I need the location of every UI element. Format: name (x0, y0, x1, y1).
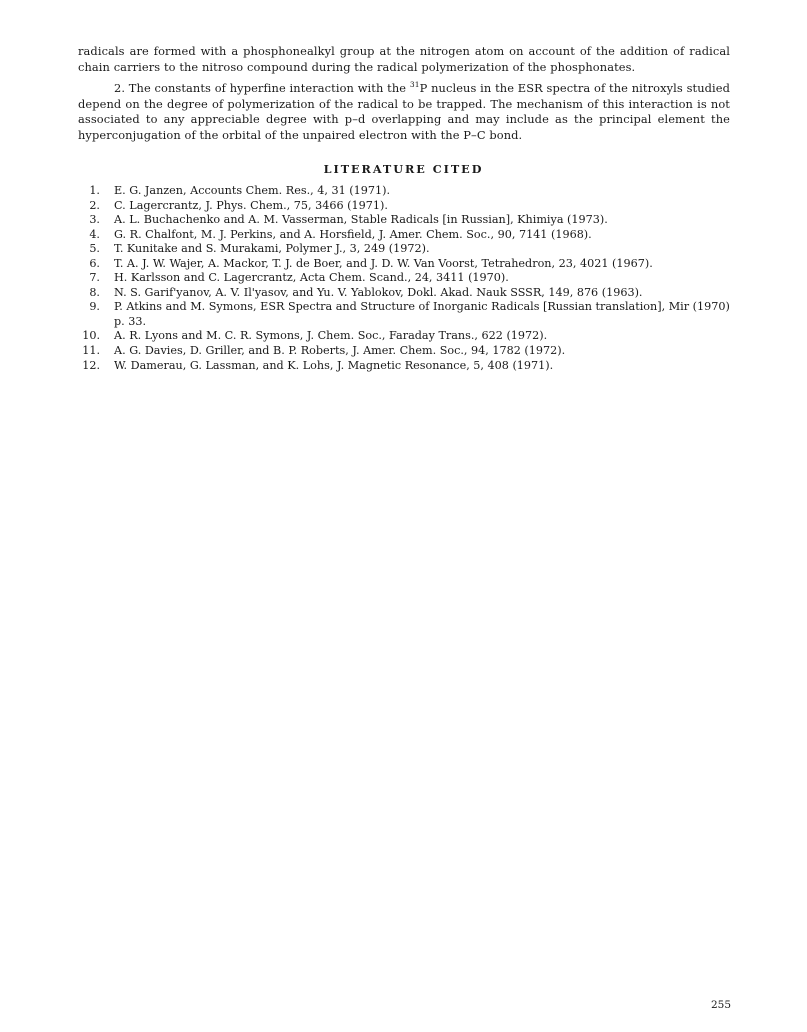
reference-text: G. R. Chalfont, M. J. Perkins, and A. Horsfield, J. Amer. Chem. Soc., 90, 7141 (1968). (114, 227, 592, 241)
reference-item (78, 184, 730, 199)
reference-number: 2. (89, 198, 100, 212)
paragraph-2-text-start: 2. The constants of hyperfine interaction with the (114, 81, 410, 95)
page-number: 255 (711, 999, 732, 1011)
reference-number: 12. (82, 358, 100, 372)
reference-number: 3. (89, 213, 100, 227)
reference-text: C. Lagercrantz, J. Phys. Chem., 75, 3466 (1971). (114, 198, 388, 212)
reference-item (78, 329, 730, 344)
references-heading: LITERATURE CITED (323, 162, 484, 176)
reference-item (78, 344, 730, 359)
reference-number: 8. (89, 285, 100, 299)
reference-text: A. R. Lyons and M. C. R. Symons, J. Chem. Soc., Faraday Trans., 622 (1972). (114, 329, 548, 343)
isotope-superscript: 31 (409, 80, 420, 90)
reference-text: A. L. Buchachenko and A. M. Vasserman, Stable Radicals [in Russian], Khimiya (1973). (114, 213, 608, 227)
reference-text: A. G. Davies, D. Griller, and B. P. Roberts, J. Amer. Chem. Soc., 94, 1782 (1972). (114, 344, 566, 358)
reference-text: H. Karlsson and C. Lagercrantz, Acta Chem. Scand., 24, 3411 (1970). (114, 271, 509, 285)
reference-text: N. S. Garif'yanov, A. V. Il'yasov, and Yu. V. Yablokov, Dokl. Akad. Nauk SSSR, 149, 876 (1963). (114, 285, 643, 299)
body-paragraph-2 (78, 81, 730, 143)
reference-text: W. Damerau, G. Lassman, and K. Lohs, J. Magnetic Resonance, 5, 408 (1971). (114, 358, 554, 372)
reference-text: P. Atkins and M. Symons, ESR Spectra and Structure of Inorganic Radicals [Russian translation], Mir (1970) p. 33. (114, 300, 730, 328)
reference-number: 1. (89, 184, 100, 197)
reference-item (78, 359, 730, 374)
reference-item (78, 228, 730, 243)
reference-number: 5. (89, 242, 100, 256)
reference-item (78, 199, 730, 214)
reference-number: 10. (82, 329, 100, 343)
reference-item (78, 213, 730, 228)
reference-item (78, 242, 730, 257)
reference-list (78, 184, 730, 373)
reference-item (78, 300, 730, 329)
reference-item (78, 257, 730, 272)
reference-number: 9. (89, 300, 100, 314)
reference-item (78, 286, 730, 301)
paragraph-2-text-end: P nucleus in the ESR spectra of the nitroxyls studied depend on the degree of polymerization of the radical to be trapped. The mechanism of this interaction is not associated to any appreciable degree with p–d overlapping and may include as the principal element the hyperconjugation of the orbital of the unpaired electron with the P–C bond. (78, 81, 731, 142)
reference-number: 6. (89, 256, 100, 270)
reference-text: T. Kunitake and S. Murakami, Polymer J., 3, 249 (1972). (114, 242, 430, 256)
reference-text: E. G. Janzen, Accounts Chem. Res., 4, 31 (1971). (114, 184, 391, 197)
reference-item (78, 271, 730, 286)
reference-number: 4. (89, 227, 100, 241)
reference-number: 7. (89, 271, 100, 285)
reference-text: T. A. J. W. Wajer, A. Mackor, T. J. de Boer, and J. D. W. Van Voorst, Tetrahedron, 23, 4021 (1967). (114, 256, 653, 270)
body-paragraph-1: radicals are formed with a phosphonealkyl group at the nitrogen atom on account of the addition of radical chain carriers to the nitroso compound during the radical polymerization of the phosphonates. (78, 44, 730, 74)
reference-number: 11. (82, 344, 100, 358)
